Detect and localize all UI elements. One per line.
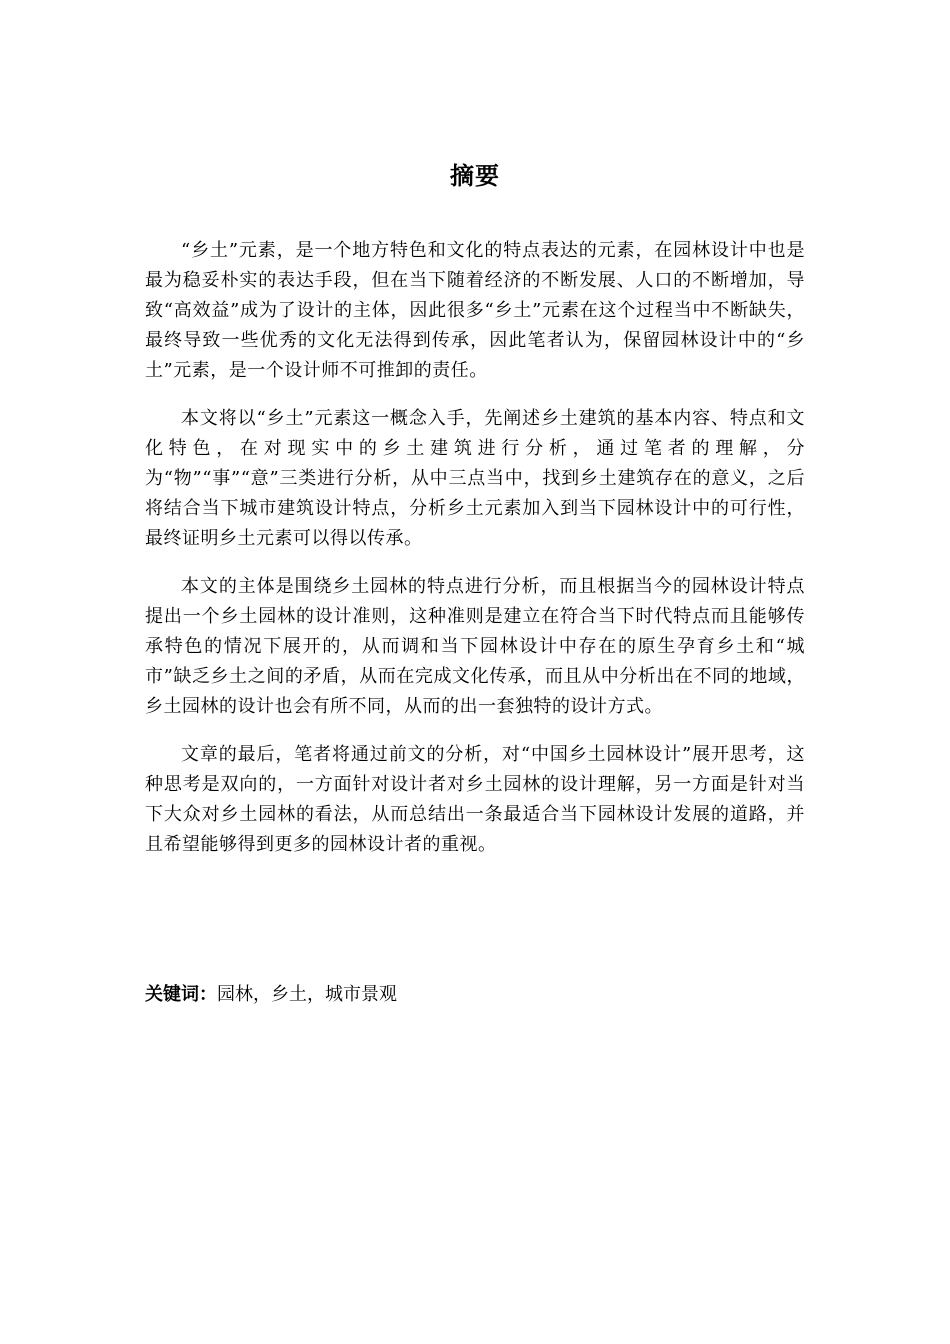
keywords-label: 关键词： bbox=[145, 984, 217, 1005]
paragraph-4: 文章的最后，笔者将通过前文的分析，对“中国乡土园林设计”展开思考，这种思考是双向的，一方面针对设计者对乡土园林的设计理解，另一方面是针对当下大众对乡土园林的看法，从而总结出一条最适合当下园林设计发展的道路，并且希望能够得到更多的园林设计者的重视。 bbox=[145, 744, 805, 855]
paragraph-2: 本文将以“乡土”元素这一概念入手，先阐述乡土建筑的基本内容、特点和文化特色，在对现实中的乡土建筑进行分析，通过笔者的理解，分为“物”“事”“意”三类进行分析，从中三点当中，找到乡土建筑存在的意义，之后将结合当下城市建筑设计特点，分析乡土元素加入到当下园林设计中的可行性，最终证明乡土元素可以得以传承。 bbox=[145, 408, 805, 549]
keywords-value: 园林，乡土，城市景观 bbox=[217, 984, 397, 1005]
page-title: 摘要 bbox=[450, 162, 500, 190]
keywords-line bbox=[145, 980, 805, 1010]
abstract-body bbox=[145, 236, 805, 878]
paragraph-1: “乡土”元素，是一个地方特色和文化的特点表达的元素，在园林设计中也是最为稳妥朴实的表达手段，但在当下随着经济的不断发展、人口的不断增加，导致“高效益”成为了设计的主体，因此很多“乡土”元素在这个过程当中不断缺失，最终导致一些优秀的文化无法得到传承，因此笔者认为，保留园林设计中的“乡土”元素，是一个设计师不可推卸的责任。 bbox=[145, 240, 805, 381]
paragraph-3: 本文的主体是围绕乡土园林的特点进行分析，而且根据当今的园林设计特点提出一个乡土园林的设计准则，这种准则是建立在符合当下时代特点而且能够传承特色的情况下展开的，从而调和当下园林设计中存在的原生孕育乡土和“城市”缺乏乡土之间的矛盾，从而在完成文化传承，而且从中分析出在不同的地域，乡土园林的设计也会有所不同，从而的出一套独特的设计方式。 bbox=[145, 576, 805, 717]
